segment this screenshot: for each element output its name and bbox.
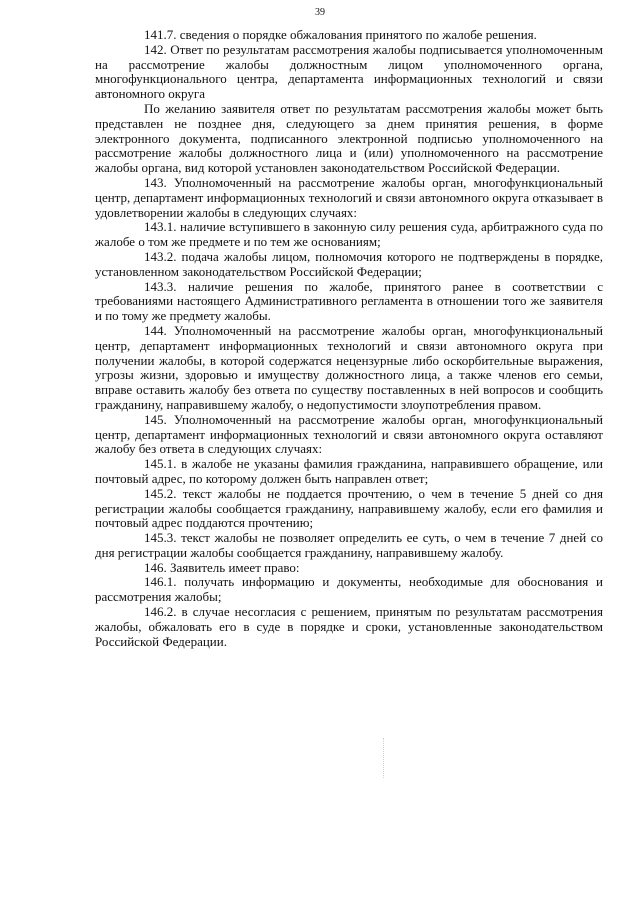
paragraph-143-2: 143.2. подача жалобы лицом, полномочия которого не подтверждены в порядке, установленном законодательством Российской Федерации;	[95, 248, 603, 279]
paragraph-141-7: 141.7. сведения о порядке обжалования принятого по жалобе решения.	[144, 27, 537, 42]
document-body	[95, 28, 603, 649]
paragraph-143-3: 143.3. наличие решения по жалобе, принятого ранее в соответствии с требованиями настоящего Административного регламента в отношении того же заявителя и по тому же предмету жалобы.	[95, 278, 603, 324]
paragraph-142-electronic: По желанию заявителя ответ по результатам рассмотрения жалобы может быть представлен не позднее дня, следующего за днем принятия решения, в форме электронного документа, подписанного электронной подписью уполномоченного на рассмотрение жалобы должностного лица и (или) уполномоченного на рассмотрение жалобы органа, вид которой установлен законодательством Российской Федерации.	[95, 100, 603, 176]
paragraph-145-2: 145.2. текст жалобы не поддается прочтению, о чем в течение 5 дней со дня регистрации жалобы сообщается гражданину, направившему жалобу, если его фамилия и почтовый адрес поддаются прочтению;	[95, 485, 603, 531]
paragraph-143-1: 143.1. наличие вступившего в законную силу решения суда, арбитражного суда по жалобе о том же предмете и по тем же основаниям;	[95, 219, 603, 250]
paragraph-146-2: 146.2. в случае несогласия с решением, принятым по результатам рассмотрения жалобы, обжаловать его в суде в порядке и сроки, установленные законодательством Российской Федерации.	[95, 604, 603, 649]
paragraph-145-1: 145.1. в жалобе не указаны фамилия гражданина, направившего обращение, или почтовый адрес, по которому должен быть направлен ответ;	[95, 456, 603, 486]
paragraph-145-3: 145.3. текст жалобы не позволяет определить ее суть, о чем в течение 7 дней со дня регистрации жалобы сообщается гражданину, направившему жалобу.	[95, 530, 603, 560]
paragraph-143: 143. Уполномоченный на рассмотрение жалобы орган, многофункциональный центр, департамент информационных технологий и связи автономного округа отказывает в удовлетворении жалобы в следующих случаях:	[95, 174, 603, 220]
paragraph-142: 142. Ответ по результатам рассмотрения жалобы подписывается уполномоченным на рассмотрение жалобы должностным лицом уполномоченного органа, многофункционального центра, департамента информационных технологий и связи автономного округа	[95, 41, 603, 102]
page-number: 39	[315, 7, 325, 18]
paragraph-144: 144. Уполномоченный на рассмотрение жалобы орган, многофункциональный центр, департамент информационных технологий и связи автономного округа при получении жалобы, в которой содержатся нецензурные либо оскорбительные выражения, угрозы жизни, здоровью и имуществу должностного лица, а также членов его семьи, вправе оставить жалобу без ответа по существу поставленных в ней вопросов и сообщить гражданину, направившему жалобу, о недопустимости злоупотребления правом.	[95, 322, 603, 412]
paragraph-146-1: 146.1. получать информацию и документы, необходимые для обоснования и рассмотрения жалобы;	[95, 574, 603, 605]
paragraph-145: 145. Уполномоченный на рассмотрение жалобы орган, многофункциональный центр, департамент информационных технологий и связи автономного округа оставляют жалобу без ответа в следующих случаях:	[95, 411, 603, 457]
scan-artifact-line	[383, 738, 385, 778]
paragraph-146: 146. Заявитель имеет право:	[144, 559, 300, 575]
